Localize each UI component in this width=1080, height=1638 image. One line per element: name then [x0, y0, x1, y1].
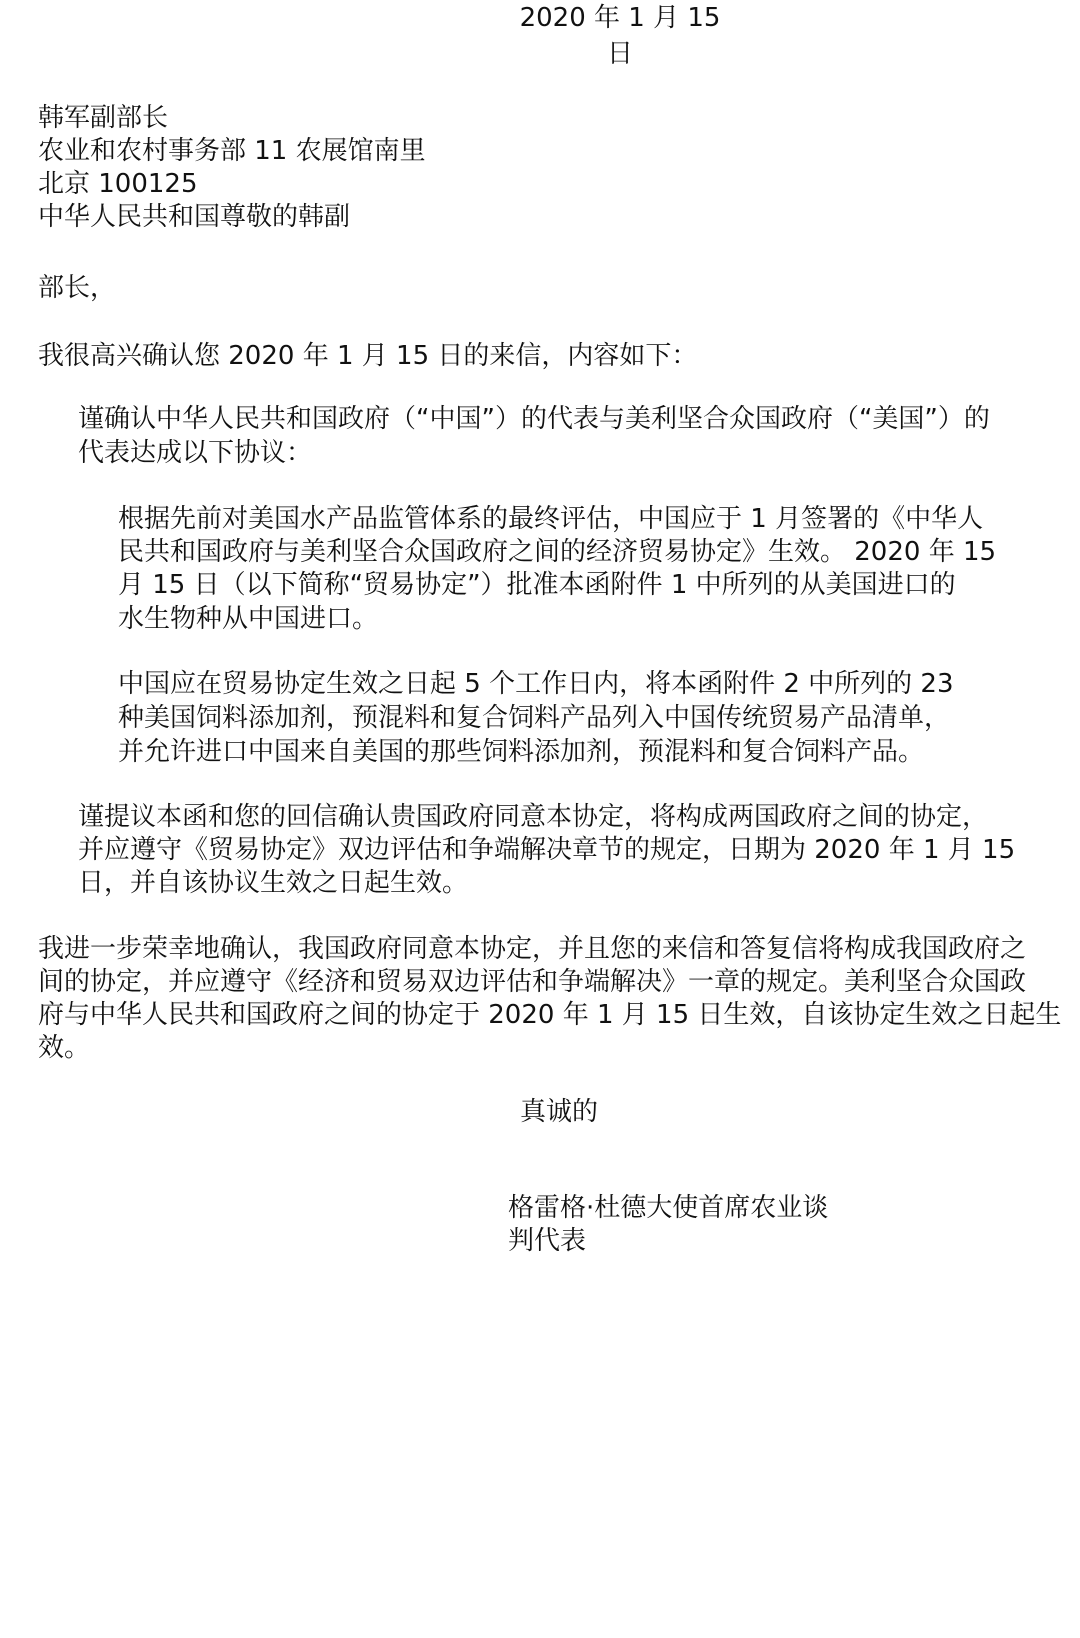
- confirmation-paragraph-line: 效。: [38, 1033, 91, 1063]
- quoted-paragraph-line: 谨提议本函和您的回信确认贵国政府同意本协定，将构成两国政府之间的协定，: [78, 802, 989, 832]
- quoted-paragraph-line: 代表达成以下协议：: [78, 438, 313, 468]
- address-line: 中华人民共和国尊敬的韩副: [38, 202, 351, 232]
- address-line: 农业和农村事务部 11 农展馆南里: [38, 136, 426, 166]
- letter-date: [480, 0, 760, 72]
- sub-paragraph-line: 水生物种从中国进口。: [118, 604, 379, 634]
- quoted-paragraph-line: 日，并自该协议生效之日起生效。: [78, 868, 469, 898]
- confirmation-paragraph-line: 间的协定，并应遵守《经济和贸易双边评估和争端解决》一章的规定。美利坚合众国政: [38, 967, 1027, 997]
- confirmation-paragraph-line: 我进一步荣幸地确认，我国政府同意本协定，并且您的来信和答复信将构成我国政府之: [38, 934, 1027, 964]
- quoted-paragraph-line: 谨确认中华人民共和国政府（“中国”）的代表与美利坚合众国政府（“美国”）的: [78, 404, 990, 434]
- quoted-paragraph-line: 并应遵守《贸易协定》双边评估和争端解决章节的规定，日期为 2020 年 1 月 15: [78, 835, 1016, 865]
- sub-paragraph-line: 并允许进口中国来自美国的那些饲料添加剂，预混料和复合饲料产品。: [118, 737, 925, 767]
- date-line: 日: [606, 39, 633, 69]
- sub-paragraph-line: 根据先前对美国水产品监管体系的最终评估，中国应于 1 月签署的《中华人: [118, 504, 984, 534]
- signature-line: 格雷格·杜德大使首席农业谈: [508, 1193, 829, 1223]
- signature-line: 判代表: [508, 1226, 587, 1256]
- address-line: 韩军副部长: [38, 103, 169, 133]
- intro-paragraph: 我很高兴确认您 2020 年 1 月 15 日的来信，内容如下：: [38, 341, 698, 371]
- date-line: 2020 年 1 月 15: [519, 3, 721, 33]
- sub-paragraph-line: 民共和国政府与美利坚合众国政府之间的经济贸易协定》生效。 2020 年 15: [118, 537, 997, 567]
- closing: 真诚的: [520, 1097, 599, 1127]
- address-line: 北京 100125: [38, 169, 198, 199]
- salutation: 部长，: [38, 273, 117, 303]
- sub-paragraph-line: 种美国饲料添加剂，预混料和复合饲料产品列入中国传统贸易产品清单，: [118, 703, 951, 733]
- sub-paragraph-line: 中国应在贸易协定生效之日起 5 个工作日内，将本函附件 2 中所列的 23: [118, 669, 954, 699]
- confirmation-paragraph-line: 府与中华人民共和国政府之间的协定于 2020 年 1 月 15 日生效，自该协定生效之日起生: [38, 1000, 1062, 1030]
- sub-paragraph-line: 月 15 日（以下简称“贸易协定”）批准本函附件 1 中所列的从美国进口的: [118, 570, 956, 600]
